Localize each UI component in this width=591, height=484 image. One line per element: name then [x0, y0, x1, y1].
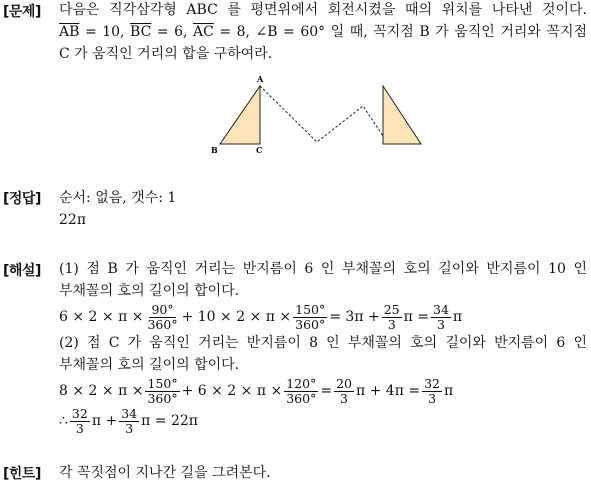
- fraction: $\frac{90^\circ}{360^\circ}$: [147, 301, 178, 332]
- fraction: $\frac{20}{3}$: [336, 375, 352, 406]
- triangle-original: [220, 86, 260, 144]
- solution-p2-line-2: 부채꼴의 호의 길이의 합이다.: [59, 357, 240, 373]
- vertex-a-label: A: [257, 74, 264, 84]
- answer-value: 22π: [59, 212, 87, 228]
- fraction: $\frac{32}{3}$: [424, 375, 440, 406]
- rotation-diagram: [205, 74, 420, 156]
- equation-3: ∴ $\frac{32}{3}$ π + $\frac{34}{3}$ π = 22π: [59, 405, 198, 436]
- solution-label: [해설]: [3, 263, 41, 279]
- rotation-path: [260, 86, 383, 142]
- fraction: $\frac{34}{3}$: [433, 301, 449, 332]
- rotation-figure: [205, 74, 420, 156]
- solution-text: [59, 258, 587, 436]
- solution-p1-line-2: 부채꼴의 호의 길이의 합이다.: [59, 283, 240, 299]
- fraction: $\frac{150^\circ}{360^\circ}$: [147, 375, 178, 406]
- answer-line-1: 순서: 없음, 갯수: 1: [59, 190, 177, 206]
- segment-ac: $\overline{AC}$: [192, 24, 214, 40]
- answer-text: [59, 187, 587, 231]
- fraction: $\frac{120^\circ}{360^\circ}$: [286, 375, 317, 406]
- equation-2: 8 × 2 × π × $\frac{150^\circ}{360^\circ}$ + 6 × 2 × π × $\frac{120^\circ}{360^\circ}$ = $\frac{20}{3}$ π + 4π = $\frac{32}{3}$ π: [59, 375, 454, 406]
- problem-line-1: 다음은 직각삼각형 ABC 를 평면위에서 회전시켰을 때의 위치를 나타낸 것이다.: [59, 2, 587, 18]
- solution-p1-line-1: (1) 점 B 가 움직인 거리는 반지름이 6 인 부채꼴의 호의 길이와 반지름이 10 인: [59, 261, 587, 277]
- problem-label: [문제]: [3, 4, 41, 20]
- fraction: $\frac{150^\circ}{360^\circ}$: [295, 301, 326, 332]
- hint-text: [59, 462, 587, 484]
- equation-1: 6 × 2 × π × $\frac{90^\circ}{360^\circ}$ + 10 × 2 × π × $\frac{150^\circ}{360^\circ}$ = 3π + $\frac{25}{3}$ π = $\frac{34}{3}$ π: [59, 301, 463, 332]
- answer-label: [정답]: [3, 191, 41, 207]
- segment-bc: $\overline{BC}$: [130, 24, 152, 40]
- problem-line-3: C 가 움직인 거리의 합을 구하여라.: [59, 46, 273, 62]
- problem-line-2: $\overline{AB} = 10$, $\overline{BC} = 6$, $\overline{AC} = 8$, ∠B = 60° 일 때, 꼭지점 B 가 움직인 거리와 꼭지점: [59, 24, 587, 40]
- hint-line-1: 각 꼭짓점이 지나간 길을 그려본다.: [59, 465, 271, 481]
- solution-p2-line-1: (2) 점 C 가 움직인 거리는 반지름이 8 인 부채꼴의 호의 길이와 반지름이 6 인: [59, 335, 587, 351]
- hint-label: [힌트]: [3, 466, 41, 482]
- segment-ab: $\overline{AB}$: [59, 24, 80, 40]
- fraction: $\frac{32}{3}$: [71, 405, 88, 436]
- problem-text: [59, 0, 587, 65]
- fraction: $\frac{34}{3}$: [121, 405, 138, 436]
- triangle-rotated: [383, 86, 421, 144]
- vertex-b-label: B: [211, 145, 218, 155]
- vertex-c-label: C: [256, 145, 263, 155]
- fraction: $\frac{25}{3}$: [383, 301, 400, 332]
